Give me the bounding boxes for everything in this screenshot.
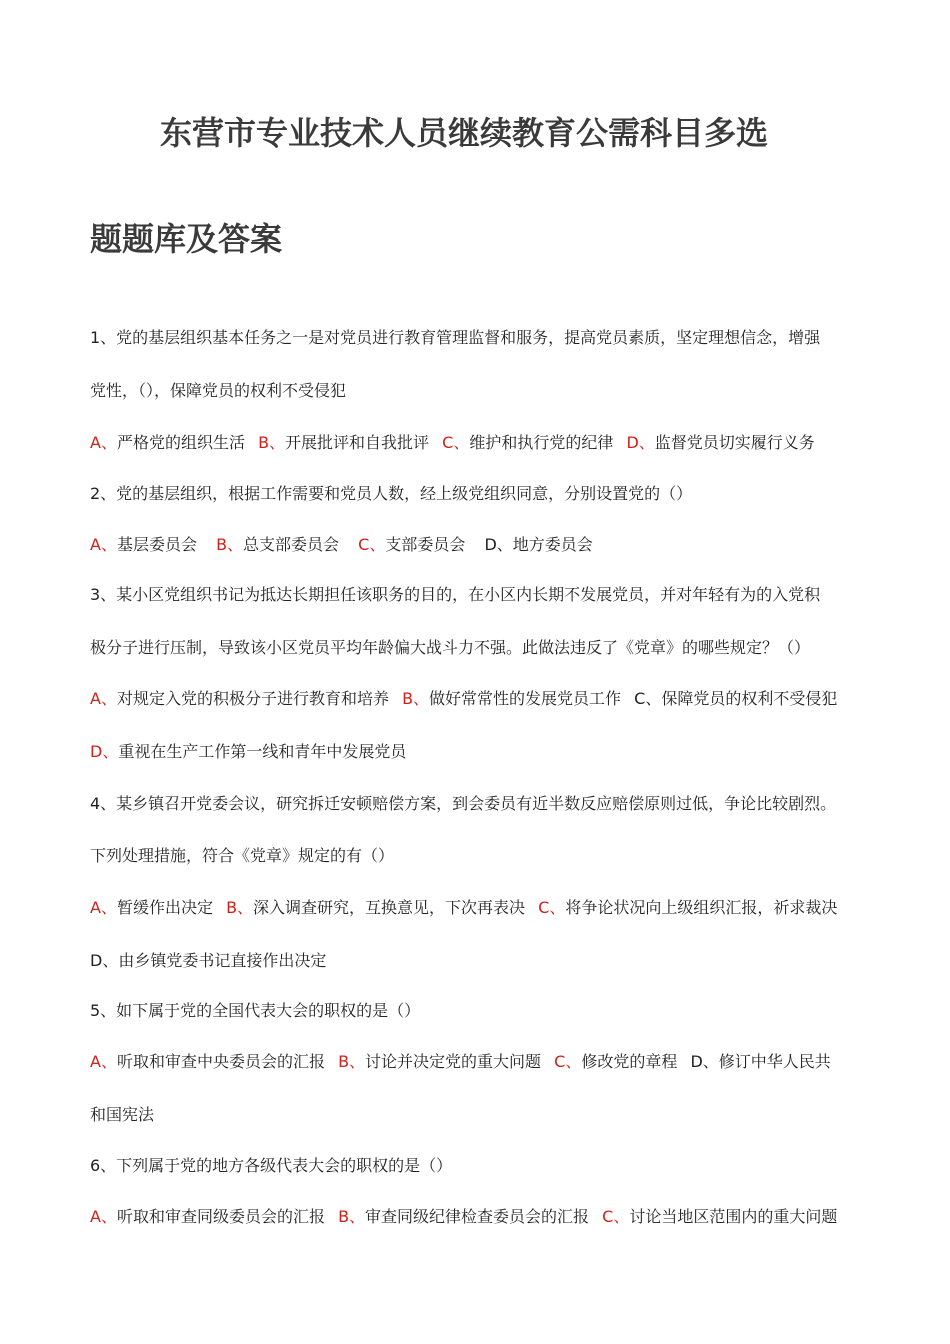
option-d: D、修订中华人民共 — [690, 1052, 831, 1071]
option-d: D、由乡镇党委书记直接作出决定 — [90, 951, 327, 970]
option-a: A、严格党的组织生活 — [90, 433, 245, 452]
question-5-stem-line-1: 5、如下属于党的全国代表大会的职权的是（） — [90, 1001, 421, 1020]
option-c: C、支部委员会 — [358, 535, 466, 554]
option-a: A、听取和审查同级委员会的汇报 — [90, 1207, 325, 1226]
question-6-options — [90, 1207, 837, 1227]
option-d: D、监督党员切实履行义务 — [626, 433, 815, 452]
option-a: A、对规定入党的积极分子进行教育和培养 — [90, 689, 389, 708]
question-5-options-line-2 — [90, 1105, 154, 1125]
question-5-options — [90, 1052, 831, 1072]
option-c: C、保障党员的权利不受侵犯 — [634, 689, 838, 708]
option-a: A、基层委员会 — [90, 535, 197, 554]
option-b: B、深入调查研究，互换意见，下次再表决 — [226, 898, 526, 917]
option-c: C、修改党的章程 — [554, 1052, 678, 1071]
question-3-options-line-2 — [90, 742, 406, 762]
option-c: C、将争论状况向上级组织汇报，祈求裁决 — [538, 898, 838, 917]
question-4-options-line-2 — [90, 951, 326, 971]
question-6-stem-line-1: 6、下列属于党的地方各级代表大会的职权的是（） — [90, 1156, 453, 1175]
option-b: B、开展批评和自我批评 — [258, 433, 430, 452]
option-d: D、重视在生产工作第一线和青年中发展党员 — [90, 742, 407, 761]
question-3-stem-line-2: 极分子进行压制，导致该小区党员平均年龄偏大战斗力不强。此做法违反了《党章》的哪些规定？（） — [90, 638, 811, 657]
option-c: C、讨论当地区范围内的重大问题 — [602, 1207, 838, 1226]
option-c: C、维护和执行党的纪律 — [442, 433, 614, 452]
question-4-options — [90, 898, 837, 918]
question-1-stem-line-2: 党性，（），保障党员的权利不受侵犯 — [90, 381, 347, 400]
question-2-stem-line-1: 2、党的基层组织，根据工作需要和党员人数，经上级党组织同意，分别设置党的（） — [90, 484, 693, 503]
option-d-continued: 和国宪法 — [90, 1105, 155, 1124]
option-b: B、审查同级纪律检查委员会的汇报 — [338, 1207, 590, 1226]
document-title-line-1: 东营市专业技术人员继续教育公需科目多选 — [160, 114, 769, 152]
question-2-options — [90, 535, 593, 555]
option-a: A、听取和审查中央委员会的汇报 — [90, 1052, 325, 1071]
question-1-options — [90, 433, 815, 453]
option-d: D、地方委员会 — [484, 535, 593, 554]
question-4-stem-line-2: 下列处理措施，符合《党章》规定的有（） — [90, 846, 395, 865]
option-b: B、讨论并决定党的重大问题 — [338, 1052, 542, 1071]
option-b: B、总支部委员会 — [216, 535, 340, 554]
question-3-options — [90, 689, 837, 709]
option-a: A、暂缓作出决定 — [90, 898, 213, 917]
option-b: B、做好常常性的发展党员工作 — [402, 689, 622, 708]
question-1-stem-line-1: 1、党的基层组织基本任务之一是对党员进行教育管理监督和服务，提高党员素质，坚定理想信念，增强 — [90, 328, 821, 347]
question-3-stem-line-1: 3、某小区党组织书记为抵达长期担任该职务的目的，在小区内长期不发展党员，并对年轻有为的入党积 — [90, 585, 821, 604]
document-title-line-2: 题题库及答案 — [90, 220, 283, 258]
question-4-stem-line-1: 4、某乡镇召开党委会议，研究拆迁安顿赔偿方案，到会委员有近半数反应赔偿原则过低，争论比较剧烈。 — [90, 794, 837, 813]
